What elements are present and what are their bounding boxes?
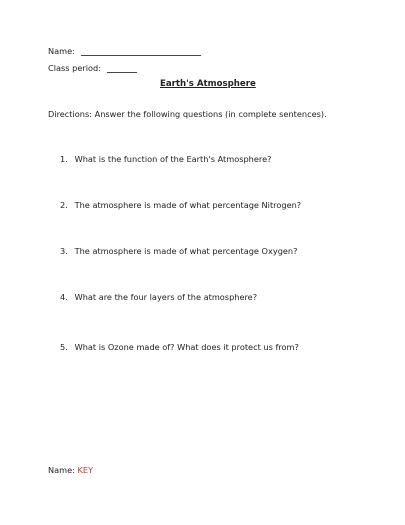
worksheet-title: Earth's Atmosphere xyxy=(160,79,256,89)
question-number: 3. xyxy=(60,246,68,256)
question-item xyxy=(60,342,299,352)
class-period-blank-line[interactable] xyxy=(107,63,137,73)
question-text: The atmosphere is made of what percentage Oxygen? xyxy=(74,246,298,256)
footer-name-label: Name: xyxy=(48,465,75,475)
class-period-field-row xyxy=(48,63,137,73)
question-number: 5. xyxy=(60,342,68,352)
question-text: What are the four layers of the atmosphere? xyxy=(74,292,258,302)
footer-name-row xyxy=(48,465,93,475)
class-period-label: Class period: xyxy=(48,63,101,73)
name-field-row xyxy=(48,46,201,56)
directions-text: Directions: Answer the following questions (in complete sentences). xyxy=(48,109,327,119)
question-text: What is Ozone made of? What does it protect us from? xyxy=(74,342,299,352)
question-item xyxy=(60,292,257,302)
name-blank-line[interactable] xyxy=(81,46,201,56)
name-label: Name: xyxy=(48,46,75,56)
question-number: 4. xyxy=(60,292,68,302)
question-item xyxy=(60,200,301,210)
question-text: What is the function of the Earth's Atmosphere? xyxy=(74,154,272,164)
question-text: The atmosphere is made of what percentage Nitrogen? xyxy=(74,200,302,210)
question-item xyxy=(60,154,271,164)
question-number: 2. xyxy=(60,200,68,210)
question-item xyxy=(60,246,297,256)
footer-name-value: KEY xyxy=(77,465,94,475)
question-number: 1. xyxy=(60,154,68,164)
